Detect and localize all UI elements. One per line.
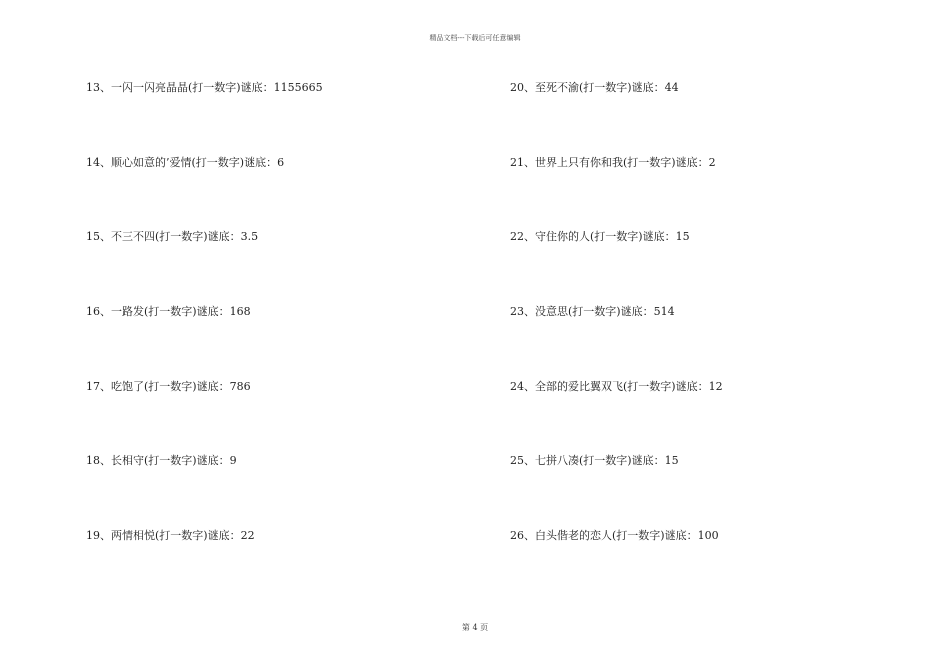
riddle-number: 26、 xyxy=(510,529,535,543)
left-riddle-column xyxy=(86,80,506,603)
riddle-answer-label: 谜底： xyxy=(196,454,230,468)
riddle-number: 18、 xyxy=(86,454,111,468)
riddle-answer-label: 谜底： xyxy=(675,155,709,169)
riddle-answer-label: 谜底： xyxy=(642,230,676,244)
riddle-answer-label: 谜底： xyxy=(244,155,278,169)
riddle-number: 20、 xyxy=(510,81,535,94)
riddle-item xyxy=(510,528,930,603)
riddle-item xyxy=(510,379,930,454)
riddle-answer-label: 谜底： xyxy=(196,379,230,393)
riddle-answer: 22 xyxy=(240,529,255,543)
riddle-number: 21、 xyxy=(510,155,535,169)
riddle-answer: 2 xyxy=(708,155,716,169)
riddle-answer: 15 xyxy=(664,454,679,468)
riddle-answer: 514 xyxy=(653,305,675,319)
riddle-item xyxy=(86,379,506,454)
riddle-number: 24、 xyxy=(510,379,535,393)
riddle-question: 白头偕老的恋人(打一数字) xyxy=(535,529,665,543)
riddle-answer: 168 xyxy=(229,305,251,319)
riddle-answer: 9 xyxy=(229,454,237,468)
riddle-answer-label: 谜底： xyxy=(240,81,274,94)
riddle-item xyxy=(510,80,930,155)
riddle-answer: 786 xyxy=(229,379,251,393)
riddle-question: 全部的爱比翼双飞(打一数字) xyxy=(535,379,676,393)
riddle-question: 一路发(打一数字) xyxy=(111,305,197,319)
riddle-number: 23、 xyxy=(510,305,535,319)
riddle-number: 15、 xyxy=(86,230,111,244)
riddle-item xyxy=(86,80,506,155)
riddle-answer: 1155665 xyxy=(273,81,323,94)
riddle-question: 七拼八凑(打一数字) xyxy=(535,454,632,468)
riddle-answer-label: 谜底： xyxy=(207,529,241,543)
page-header: 精品文档---下载后可任意编辑 xyxy=(429,34,521,42)
riddle-question: 没意思(打一数字) xyxy=(535,305,621,319)
riddle-item xyxy=(510,155,930,230)
riddle-answer: 12 xyxy=(708,379,723,393)
riddle-answer-label: 谜底： xyxy=(631,81,665,94)
riddle-item xyxy=(86,229,506,304)
riddle-answer: 100 xyxy=(697,529,719,543)
riddle-item xyxy=(510,229,930,304)
riddle-question: 世界上只有你和我(打一数字) xyxy=(535,155,676,169)
riddle-answer-label: 谜底： xyxy=(631,454,665,468)
riddle-number: 14、 xyxy=(86,155,111,169)
riddle-item xyxy=(86,528,506,603)
riddle-number: 13、 xyxy=(86,81,111,94)
riddle-answer-label: 谜底： xyxy=(664,529,698,543)
riddle-answer: 6 xyxy=(277,155,285,169)
riddle-question: 一闪一闪亮晶晶(打一数字) xyxy=(111,81,241,94)
riddle-item xyxy=(86,155,506,230)
riddle-item xyxy=(510,453,930,528)
page-footer: 第 4 页 xyxy=(461,623,489,632)
riddle-number: 16、 xyxy=(86,305,111,319)
riddle-item xyxy=(510,304,930,379)
riddle-question: 顺心如意的’爱情(打一数字) xyxy=(111,155,245,169)
riddle-question: 守住你的人(打一数字) xyxy=(535,230,643,244)
riddle-answer: 15 xyxy=(675,230,690,244)
riddle-question: 不三不四(打一数字) xyxy=(111,230,208,244)
riddle-answer: 44 xyxy=(664,81,679,94)
riddle-number: 22、 xyxy=(510,230,535,244)
riddle-question: 长相守(打一数字) xyxy=(111,454,197,468)
riddle-answer: 3.5 xyxy=(240,230,259,244)
riddle-question: 吃饱了(打一数字) xyxy=(111,379,197,393)
riddle-item xyxy=(86,453,506,528)
riddle-answer-label: 谜底： xyxy=(196,305,230,319)
riddle-answer-label: 谜底： xyxy=(207,230,241,244)
riddle-number: 19、 xyxy=(86,529,111,543)
right-riddle-column xyxy=(510,80,930,603)
riddle-item xyxy=(86,304,506,379)
riddle-answer-label: 谜底： xyxy=(675,379,709,393)
riddle-answer-label: 谜底： xyxy=(620,305,654,319)
riddle-number: 25、 xyxy=(510,454,535,468)
riddle-question: 两情相悦(打一数字) xyxy=(111,529,208,543)
riddle-number: 17、 xyxy=(86,379,111,393)
riddle-question: 至死不渝(打一数字) xyxy=(535,81,632,94)
